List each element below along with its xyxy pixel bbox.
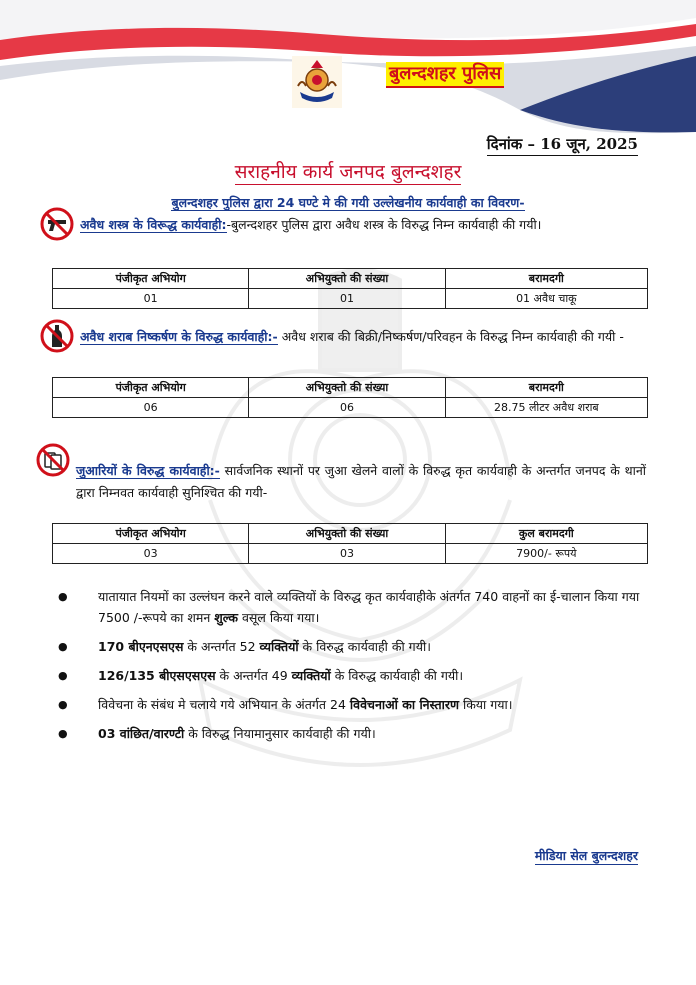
no-alcohol-icon [40,319,74,353]
page-title: सराहनीय कार्य जनपद बुलन्दशहर [234,161,462,183]
table-cell: 7900/- रूपये [445,544,647,564]
section-gambling: जुआरियों के विरुद्ध कार्यवाही:- सार्वजनिक स्थानों पर जुआ खेलने वालों के विरुद्ध कृत कार्यवाही के अन्तर्गत जनपद के थानों द्वारा निम्नवत कार्यवाही सुनिश्चित की गयी- [76,463,647,500]
illegal-arms-table [52,268,648,309]
no-gambling-icon [36,443,70,477]
column-header: पंजीकृत अभियोग [53,524,249,544]
table-header-row [53,524,648,544]
list-item: ● 170 बीएनएसएस के अन्तर्गत 52 व्यक्तियों के विरुद्ध कार्यवाही की गयी। [60,636,646,657]
illegal-liquor-table [52,377,648,418]
table-row [53,289,648,309]
list-item: ● 126/135 बीएसएसएस के अन्तर्गत 49 व्यक्तियों के विरुद्ध कार्यवाही की गयी। [60,665,646,686]
column-header: अभियुक्तो की संख्या [249,269,445,289]
table-cell: 06 [249,398,445,418]
header-banner [0,0,696,140]
column-header: अभियुक्तो की संख्या [249,524,445,544]
table-row [53,398,648,418]
column-header: बरामदगी [445,269,647,289]
table-header-row [53,378,648,398]
table-cell: 01 [53,289,249,309]
column-header: बरामदगी [445,378,647,398]
page-subtitle: बुलन्दशहर पुलिस द्वारा 24 घण्टे मे की गयी उल्लेखनीय कार्यवाही का विवरण- [171,195,525,210]
media-cell-signature: मीडिया सेल बुलन्दशहर [534,848,638,863]
table-cell: 01 अवैध चाकू [445,289,647,309]
column-header: पंजीकृत अभियोग [53,269,249,289]
table-header-row [53,269,648,289]
action-summary-list [60,586,646,752]
section-illegal-arms: अवैध शस्त्र के विरूद्ध कार्यवाही:-बुलन्दशहर पुलिस द्वारा अवैध शस्त्र के विरुद्ध निम्न कार्यवाही की गयी। [80,217,542,232]
table-cell: 28.75 लीटर अवैध शराब [445,398,647,418]
table-cell: 03 [53,544,249,564]
table-row [53,544,648,564]
column-header: कुल बरामदगी [445,524,647,544]
table-cell: 03 [249,544,445,564]
column-header: अभियुक्तो की संख्या [249,378,445,398]
table-cell: 06 [53,398,249,418]
table-cell: 01 [249,289,445,309]
police-emblem-icon [292,56,342,108]
column-header: पंजीकृत अभियोग [53,378,249,398]
list-item: ● 03 वांछित/वारण्टी के विरुद्ध नियामानुसार कार्यवाही की गयी। [60,723,646,744]
section-illegal-liquor: अवैध शराब निष्कर्षण के विरुद्ध कार्यवाही:- अवैध शराब की बिक्री/निष्कर्षण/परिवहन के विरुद्ध निम्न कार्यवाही की गयी - [80,329,624,344]
list-item: ● यातायात नियमों का उल्लंघन करने वाले व्यक्तियों के विरुद्ध कृत कार्यवाहीके अंतर्गत 740 वाहनों का ई-चालान किया गया 7500 /-रूपये का शमन शुल्क वसूल किया गया। [60,586,646,628]
no-gun-icon [40,207,74,241]
list-item: ● विवेचना के संबंध मे चलाये गये अभियान के अंतर्गत 24 विवेचनाओं का निस्तारण किया गया। [60,694,646,715]
report-date: दिनांक – 16 जून, 2025 [487,134,638,156]
gambling-table [52,523,648,564]
brand-title: बुलन्दशहर पुलिस [386,62,504,88]
